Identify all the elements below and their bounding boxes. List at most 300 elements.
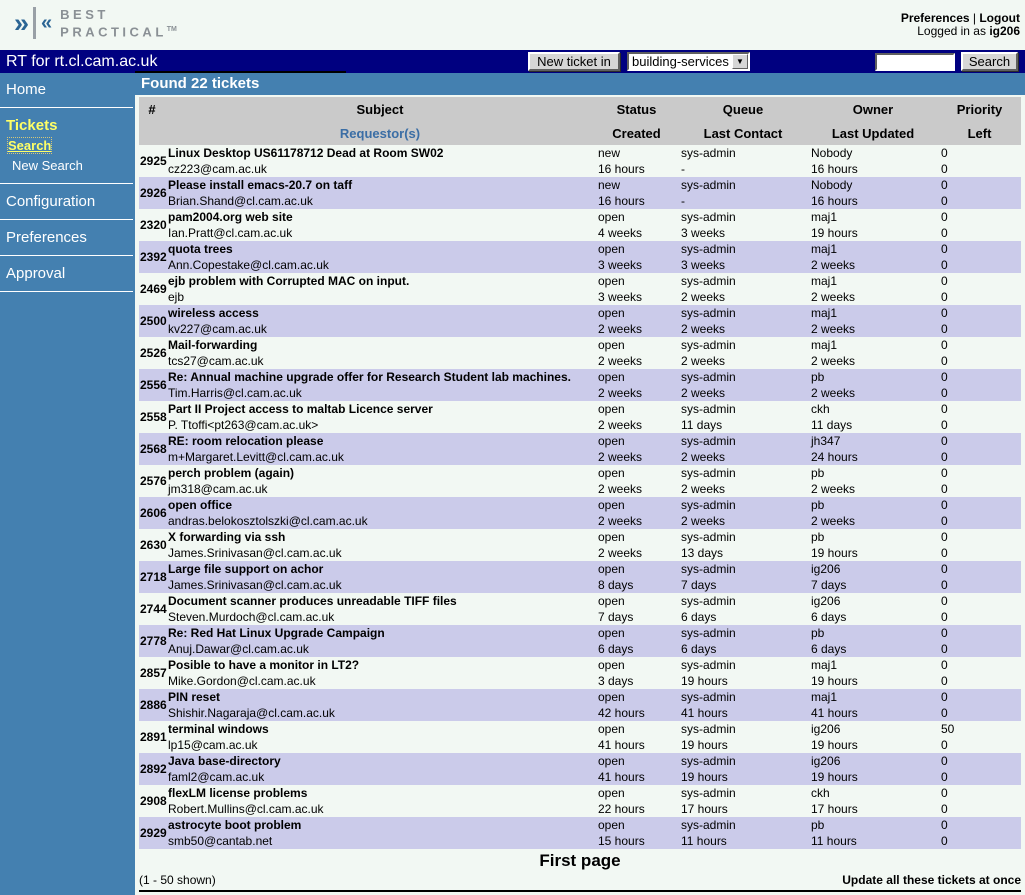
ticket-status: open	[598, 498, 625, 512]
ticket-status: open	[598, 818, 625, 832]
ticket-last-contact: 2 weeks	[681, 354, 726, 368]
ticket-id[interactable]: 2606	[140, 506, 167, 520]
ticket-status: open	[598, 242, 625, 256]
ticket-created: 4 weeks	[598, 226, 643, 240]
ticket-status: open	[598, 466, 625, 480]
ticket-last-contact: -	[681, 162, 685, 176]
sidebar-item-new-search[interactable]	[0, 155, 135, 176]
sidebar-divider	[0, 107, 133, 108]
ticket-left: 0	[941, 578, 948, 592]
ticket-id[interactable]: 2630	[140, 538, 167, 552]
ticket-id[interactable]: 2500	[140, 314, 167, 328]
ticket-queue: sys-admin	[681, 466, 736, 480]
ticket-queue: sys-admin	[681, 690, 736, 704]
ticket-priority: 0	[941, 754, 948, 768]
ticket-last-updated: 2 weeks	[811, 354, 856, 368]
ticket-status: open	[598, 274, 625, 288]
ticket-last-contact: 7 days	[681, 578, 717, 592]
sidebar-item-home[interactable]	[0, 79, 135, 100]
ticket-subject[interactable]: Re: Annual machine upgrade offer for Research Student lab machines.	[168, 370, 571, 384]
ticket-status: open	[598, 402, 625, 416]
ticket-last-contact: 19 hours	[681, 770, 728, 784]
ticket-priority: 0	[941, 658, 948, 672]
ticket-id[interactable]: 2718	[140, 570, 167, 584]
ticket-last-updated: 16 hours	[811, 162, 858, 176]
ticket-subject[interactable]: Re: Red Hat Linux Upgrade Campaign	[168, 626, 385, 640]
sidebar-item-search[interactable]	[0, 136, 135, 155]
ticket-subject[interactable]: Large file support on achor	[168, 562, 324, 576]
ticket-last-contact: 19 hours	[681, 738, 728, 752]
ticket-last-contact: 13 days	[681, 546, 724, 560]
col-header-priority[interactable]: Priority	[938, 97, 1021, 121]
ticket-priority: 0	[941, 562, 948, 576]
ticket-subject[interactable]: astrocyte boot problem	[168, 818, 302, 832]
ticket-requestor: Ann.Copestake@cl.cam.ac.uk	[168, 258, 329, 272]
ticket-created: 22 hours	[598, 802, 645, 816]
ticket-created: 42 hours	[598, 706, 645, 720]
ticket-priority: 0	[941, 434, 948, 448]
ticket-last-contact: 2 weeks	[681, 290, 726, 304]
ticket-status: open	[598, 562, 625, 576]
ticket-id[interactable]: 2857	[140, 666, 167, 680]
table-row[interactable]	[139, 273, 1021, 305]
ticket-status: open	[598, 626, 625, 640]
ticket-queue: sys-admin	[681, 754, 736, 768]
sidebar-item-label: New Search	[12, 158, 83, 173]
ticket-left: 0	[941, 738, 948, 752]
ticket-owner: jh347	[811, 434, 841, 448]
ticket-last-updated: 19 hours	[811, 546, 858, 560]
table-row[interactable]	[139, 337, 1021, 369]
ticket-owner: ig206	[811, 722, 841, 736]
table-row[interactable]	[139, 593, 1021, 625]
ticket-requestor: ejb	[168, 290, 185, 304]
table-row[interactable]	[139, 721, 1021, 753]
ticket-requestor: Steven.Murdoch@cl.cam.ac.uk	[168, 610, 335, 624]
ticket-owner: pb	[811, 370, 825, 384]
table-row[interactable]	[139, 497, 1021, 529]
preferences-link[interactable]: Preferences	[900, 11, 970, 25]
ticket-priority: 0	[941, 818, 948, 832]
ticket-requestor: Mike.Gordon@cl.cam.ac.uk	[168, 674, 316, 688]
page-title: RT for rt.cl.cam.ac.uk	[6, 53, 158, 70]
ticket-left: 0	[941, 802, 948, 816]
col-header-last-contact[interactable]: Last Contact	[678, 121, 808, 145]
table-row[interactable]	[139, 145, 1021, 177]
col-header-left[interactable]: Left	[938, 121, 1021, 145]
ticket-status: open	[598, 338, 625, 352]
ticket-priority: 0	[941, 626, 948, 640]
queue-select[interactable]	[627, 52, 750, 71]
first-page-link[interactable]: First page	[539, 851, 621, 870]
ticket-left: 0	[941, 706, 948, 720]
ticket-owner: pb	[811, 498, 825, 512]
ticket-priority: 0	[941, 594, 948, 608]
ticket-owner: Nobody	[811, 178, 853, 192]
ticket-owner: Nobody	[811, 146, 853, 160]
ticket-created: 2 weeks	[598, 450, 643, 464]
ticket-created: 16 hours	[598, 194, 645, 208]
ticket-subject[interactable]: perch problem (again)	[168, 466, 295, 480]
ticket-subject[interactable]: PIN reset	[168, 690, 221, 704]
ticket-subject[interactable]: Mail-forwarding	[168, 338, 258, 352]
results-heading: Found 22 tickets	[135, 73, 1025, 95]
ticket-priority: 0	[941, 242, 948, 256]
col-header-last-updated[interactable]: Last Updated	[808, 121, 938, 145]
ticket-id[interactable]: 2576	[140, 474, 167, 488]
ticket-id[interactable]: 2568	[140, 442, 167, 456]
ticket-left: 0	[941, 258, 948, 272]
chevron-down-icon[interactable]: ▼	[732, 54, 748, 69]
ticket-owner: pb	[811, 530, 825, 544]
sidebar-item-configuration[interactable]	[0, 191, 135, 212]
table-row[interactable]	[139, 657, 1021, 689]
ticket-last-contact: 2 weeks	[681, 450, 726, 464]
ticket-queue: sys-admin	[681, 434, 736, 448]
logo-line1: BEST	[60, 7, 109, 22]
ticket-subject[interactable]: RE: room relocation please	[168, 434, 324, 448]
logo-wordmark	[60, 7, 177, 39]
ticket-id[interactable]: 2891	[140, 730, 167, 744]
ticket-owner: ckh	[811, 786, 830, 800]
table-row[interactable]	[139, 625, 1021, 657]
ticket-subject[interactable]: Posible to have a monitor in LT2?	[168, 658, 360, 672]
ticket-requestor: m+Margaret.Levitt@cl.cam.ac.uk	[168, 450, 344, 464]
sidebar-divider	[0, 183, 133, 184]
ticket-queue: sys-admin	[681, 210, 736, 224]
update-all-link[interactable]: Update all these tickets at once	[842, 873, 1021, 887]
ticket-last-contact: -	[681, 194, 685, 208]
table-row[interactable]	[139, 177, 1021, 209]
logo-tm: TM	[166, 26, 177, 33]
ticket-status: open	[598, 594, 625, 608]
table-row[interactable]	[139, 369, 1021, 401]
ticket-queue: sys-admin	[681, 722, 736, 736]
ticket-subject[interactable]: X forwarding via ssh	[168, 530, 286, 544]
table-row[interactable]	[139, 401, 1021, 433]
logo-line2: PRACTICAL	[60, 24, 167, 40]
ticket-id[interactable]: 2744	[140, 602, 167, 616]
ticket-queue: sys-admin	[681, 146, 736, 160]
table-row[interactable]	[139, 817, 1021, 849]
sidebar-item-label: Search	[8, 138, 52, 153]
ticket-requestor: James.Srinivasan@cl.cam.ac.uk	[168, 546, 342, 560]
ticket-priority: 0	[941, 498, 948, 512]
ticket-left: 0	[941, 514, 948, 528]
ticket-created: 16 hours	[598, 162, 645, 176]
table-row[interactable]	[139, 689, 1021, 721]
ticket-last-updated: 19 hours	[811, 226, 858, 240]
ticket-subject[interactable]: Document scanner produces unreadable TIFF files	[168, 594, 457, 608]
ticket-owner: ig206	[811, 754, 841, 768]
ticket-requestor: Anuj.Dawar@cl.cam.ac.uk	[168, 642, 309, 656]
ticket-last-updated: 2 weeks	[811, 514, 856, 528]
search-input[interactable]	[875, 53, 955, 71]
ticket-requestor: Ian.Pratt@cl.cam.ac.uk	[168, 226, 293, 240]
ticket-queue: sys-admin	[681, 818, 736, 832]
ticket-last-contact: 2 weeks	[681, 322, 726, 336]
ticket-created: 8 days	[598, 578, 634, 592]
ticket-left: 0	[941, 674, 948, 688]
ticket-priority: 0	[941, 786, 948, 800]
table-row[interactable]	[139, 785, 1021, 817]
ticket-owner: ig206	[811, 562, 841, 576]
logo-chevrons-right-icon: »	[14, 7, 30, 38]
col-header-blank	[139, 121, 165, 145]
ticket-queue: sys-admin	[681, 370, 736, 384]
ticket-owner: pb	[811, 818, 825, 832]
ticket-subject[interactable]: pam2004.org web site	[168, 210, 293, 224]
ticket-priority: 0	[941, 146, 948, 160]
ticket-subject[interactable]: wireless access	[168, 306, 259, 320]
ticket-left: 0	[941, 482, 948, 496]
ticket-subject[interactable]: Part II Project access to maltab Licence server	[168, 402, 433, 416]
ticket-owner: maj1	[811, 338, 838, 352]
ticket-subject[interactable]: quota trees	[168, 242, 233, 256]
ticket-created: 2 weeks	[598, 354, 643, 368]
ticket-requestor: P. Ttoffi<pt263@cam.ac.uk>	[168, 418, 319, 432]
ticket-id[interactable]: 2778	[140, 634, 167, 648]
ticket-priority: 0	[941, 274, 948, 288]
ticket-priority: 50	[941, 722, 955, 736]
ticket-last-contact: 2 weeks	[681, 386, 726, 400]
ticket-priority: 0	[941, 690, 948, 704]
ticket-requestor: smb50@cantab.net	[168, 834, 273, 848]
ticket-created: 3 days	[598, 674, 634, 688]
ticket-queue: sys-admin	[681, 786, 736, 800]
ticket-last-updated: 6 days	[811, 642, 847, 656]
sidebar-divider	[0, 291, 133, 292]
table-row[interactable]	[139, 209, 1021, 241]
ticket-left: 0	[941, 322, 948, 336]
ticket-last-updated: 17 hours	[811, 802, 858, 816]
ticket-subject[interactable]: Java base-directory	[168, 754, 281, 768]
ticket-status: new	[598, 178, 621, 192]
ticket-left: 0	[941, 418, 948, 432]
ticket-subject[interactable]: Linux Desktop US61178712 Dead at Room SW02	[168, 146, 444, 160]
ticket-last-updated: 24 hours	[811, 450, 858, 464]
tickets-tbody	[139, 145, 1021, 849]
ticket-queue: sys-admin	[681, 530, 736, 544]
ticket-last-updated: 2 weeks	[811, 386, 856, 400]
ticket-last-updated: 16 hours	[811, 194, 858, 208]
ticket-status: open	[598, 306, 625, 320]
search-button[interactable]: Search	[961, 52, 1018, 71]
ticket-created: 7 days	[598, 610, 634, 624]
ticket-subject[interactable]: Please install emacs-20.7 on taff	[168, 178, 353, 192]
user-box	[901, 12, 1020, 38]
shown-count: (1 - 50 shown)	[139, 873, 216, 887]
ticket-status: open	[598, 370, 625, 384]
table-row[interactable]	[139, 465, 1021, 497]
ticket-owner: maj1	[811, 306, 838, 320]
ticket-owner: maj1	[811, 658, 838, 672]
ticket-priority: 0	[941, 402, 948, 416]
table-row[interactable]	[139, 241, 1021, 273]
ticket-id[interactable]: 2526	[140, 346, 167, 360]
sidebar-item-preferences[interactable]	[0, 227, 135, 248]
top-header	[0, 0, 1025, 50]
ticket-created: 2 weeks	[598, 386, 643, 400]
logout-link[interactable]: Logout	[979, 11, 1020, 25]
ticket-id[interactable]: 2908	[140, 794, 167, 808]
ticket-left: 0	[941, 450, 948, 464]
ticket-last-contact: 3 weeks	[681, 258, 726, 272]
sidebar-divider	[0, 255, 133, 256]
ticket-requestor: Tim.Harris@cl.cam.ac.uk	[168, 386, 302, 400]
ticket-owner: maj1	[811, 210, 838, 224]
title-bar	[0, 50, 1025, 73]
ticket-last-contact: 19 hours	[681, 674, 728, 688]
sidebar-item-label: Tickets	[6, 117, 58, 134]
ticket-queue: sys-admin	[681, 178, 736, 192]
ticket-left: 0	[941, 386, 948, 400]
table-row[interactable]	[139, 561, 1021, 593]
ticket-priority: 0	[941, 306, 948, 320]
col-header-owner[interactable]: Owner	[808, 97, 938, 121]
ticket-requestor: jm318@cam.ac.uk	[168, 482, 268, 496]
sidebar-item-approval[interactable]	[0, 263, 135, 284]
col-header-requestors[interactable]: Requestor(s)	[165, 121, 595, 145]
ticket-left: 0	[941, 834, 948, 848]
ticket-owner: maj1	[811, 274, 838, 288]
ticket-last-updated: 7 days	[811, 578, 847, 592]
table-row[interactable]	[139, 753, 1021, 785]
ticket-status: open	[598, 786, 625, 800]
ticket-last-updated: 19 hours	[811, 674, 858, 688]
ticket-queue: sys-admin	[681, 338, 736, 352]
col-header-status[interactable]: Status	[595, 97, 678, 121]
ticket-id[interactable]: 2320	[140, 218, 167, 232]
ticket-left: 0	[941, 290, 948, 304]
ticket-left: 0	[941, 162, 948, 176]
ticket-id[interactable]: 2886	[140, 698, 167, 712]
ticket-owner: ig206	[811, 594, 841, 608]
sidebar-item-label: Configuration	[6, 193, 96, 210]
ticket-created: 15 hours	[598, 834, 645, 848]
ticket-last-updated: 19 hours	[811, 770, 858, 784]
ticket-requestor: cz223@cam.ac.uk	[168, 162, 267, 176]
sidebar-nav	[0, 73, 135, 895]
ticket-owner: maj1	[811, 242, 838, 256]
ticket-priority: 0	[941, 338, 948, 352]
ticket-status: open	[598, 658, 625, 672]
ticket-requestor: lp15@cam.ac.uk	[168, 738, 258, 752]
ticket-id[interactable]: 2926	[140, 186, 167, 200]
ticket-created: 6 days	[598, 642, 634, 656]
ticket-created: 3 weeks	[598, 290, 643, 304]
ticket-requestor: Robert.Mullins@cl.cam.ac.uk	[168, 802, 324, 816]
ticket-last-contact: 11 days	[681, 418, 723, 432]
col-header-number[interactable]: #	[139, 97, 165, 121]
main-content	[135, 73, 1025, 895]
ticket-last-updated: 2 weeks	[811, 290, 856, 304]
table-header	[139, 97, 1021, 145]
ticket-priority: 0	[941, 466, 948, 480]
ticket-id[interactable]: 2556	[140, 378, 167, 392]
ticket-owner: ckh	[811, 402, 830, 416]
ticket-owner: pb	[811, 466, 825, 480]
table-row[interactable]	[139, 529, 1021, 561]
ticket-id[interactable]: 2925	[140, 154, 167, 168]
ticket-left: 0	[941, 226, 948, 240]
ticket-left: 0	[941, 770, 948, 784]
ticket-created: 41 hours	[598, 738, 645, 752]
ticket-queue: sys-admin	[681, 658, 736, 672]
ticket-left: 0	[941, 546, 948, 560]
ticket-left: 0	[941, 194, 948, 208]
ticket-queue: sys-admin	[681, 594, 736, 608]
ticket-last-updated: 19 hours	[811, 738, 858, 752]
ticket-status: open	[598, 754, 625, 768]
footer-divider	[139, 890, 1021, 892]
logo-chevrons-left-icon: «	[41, 12, 53, 35]
ticket-left: 0	[941, 610, 948, 624]
ticket-queue: sys-admin	[681, 402, 736, 416]
ticket-status: open	[598, 530, 625, 544]
ticket-subject[interactable]: flexLM license problems	[168, 786, 308, 800]
table-row[interactable]	[139, 305, 1021, 337]
ticket-last-updated: 11 days	[811, 418, 853, 432]
logged-in-status	[901, 25, 1020, 38]
ticket-created: 2 weeks	[598, 514, 643, 528]
ticket-owner: maj1	[811, 690, 838, 704]
ticket-status: open	[598, 210, 625, 224]
ticket-priority: 0	[941, 530, 948, 544]
table-row[interactable]	[139, 433, 1021, 465]
ticket-requestor: tcs27@cam.ac.uk	[168, 354, 264, 368]
col-header-created[interactable]: Created	[595, 121, 678, 145]
sidebar-item-label: Approval	[6, 265, 66, 282]
ticket-last-contact: 3 weeks	[681, 226, 726, 240]
ticket-priority: 0	[941, 178, 948, 192]
ticket-id[interactable]: 2892	[140, 762, 167, 776]
ticket-last-contact: 6 days	[681, 610, 717, 624]
ticket-last-updated: 6 days	[811, 610, 847, 624]
ticket-subject[interactable]: open office	[168, 498, 233, 512]
ticket-last-updated: 2 weeks	[811, 322, 856, 336]
ticket-id[interactable]: 2469	[140, 282, 167, 296]
ticket-subject[interactable]: ejb problem with Corrupted MAC on input.	[168, 274, 410, 288]
ticket-last-contact: 17 hours	[681, 802, 728, 816]
ticket-created: 2 weeks	[598, 322, 643, 336]
ticket-status: new	[598, 146, 621, 160]
ticket-requestor: Shishir.Nagaraja@cl.cam.ac.uk	[168, 706, 335, 720]
ticket-subject[interactable]: terminal windows	[168, 722, 269, 736]
sidebar-item-tickets[interactable]	[0, 115, 135, 136]
tickets-table-wrap	[139, 97, 1021, 849]
ticket-last-contact: 2 weeks	[681, 482, 726, 496]
col-header-subject[interactable]: Subject	[165, 97, 595, 121]
ticket-id[interactable]: 2392	[140, 250, 167, 264]
ticket-last-contact: 6 days	[681, 642, 717, 656]
footer-row	[139, 873, 1021, 887]
best-practical-logo	[14, 7, 177, 39]
ticket-owner: pb	[811, 626, 825, 640]
ticket-queue: sys-admin	[681, 626, 736, 640]
tickets-table	[139, 97, 1021, 849]
new-ticket-button[interactable]: New ticket in	[528, 52, 620, 71]
ticket-id[interactable]: 2558	[140, 410, 167, 424]
ticket-id[interactable]: 2929	[140, 826, 167, 840]
username: ig206	[989, 24, 1020, 38]
ticket-queue: sys-admin	[681, 274, 736, 288]
logo-divider-bar	[33, 7, 36, 39]
ticket-last-contact: 11 hours	[681, 834, 727, 848]
ticket-status: open	[598, 722, 625, 736]
col-header-queue[interactable]: Queue	[678, 97, 808, 121]
ticket-last-updated: 2 weeks	[811, 258, 856, 272]
